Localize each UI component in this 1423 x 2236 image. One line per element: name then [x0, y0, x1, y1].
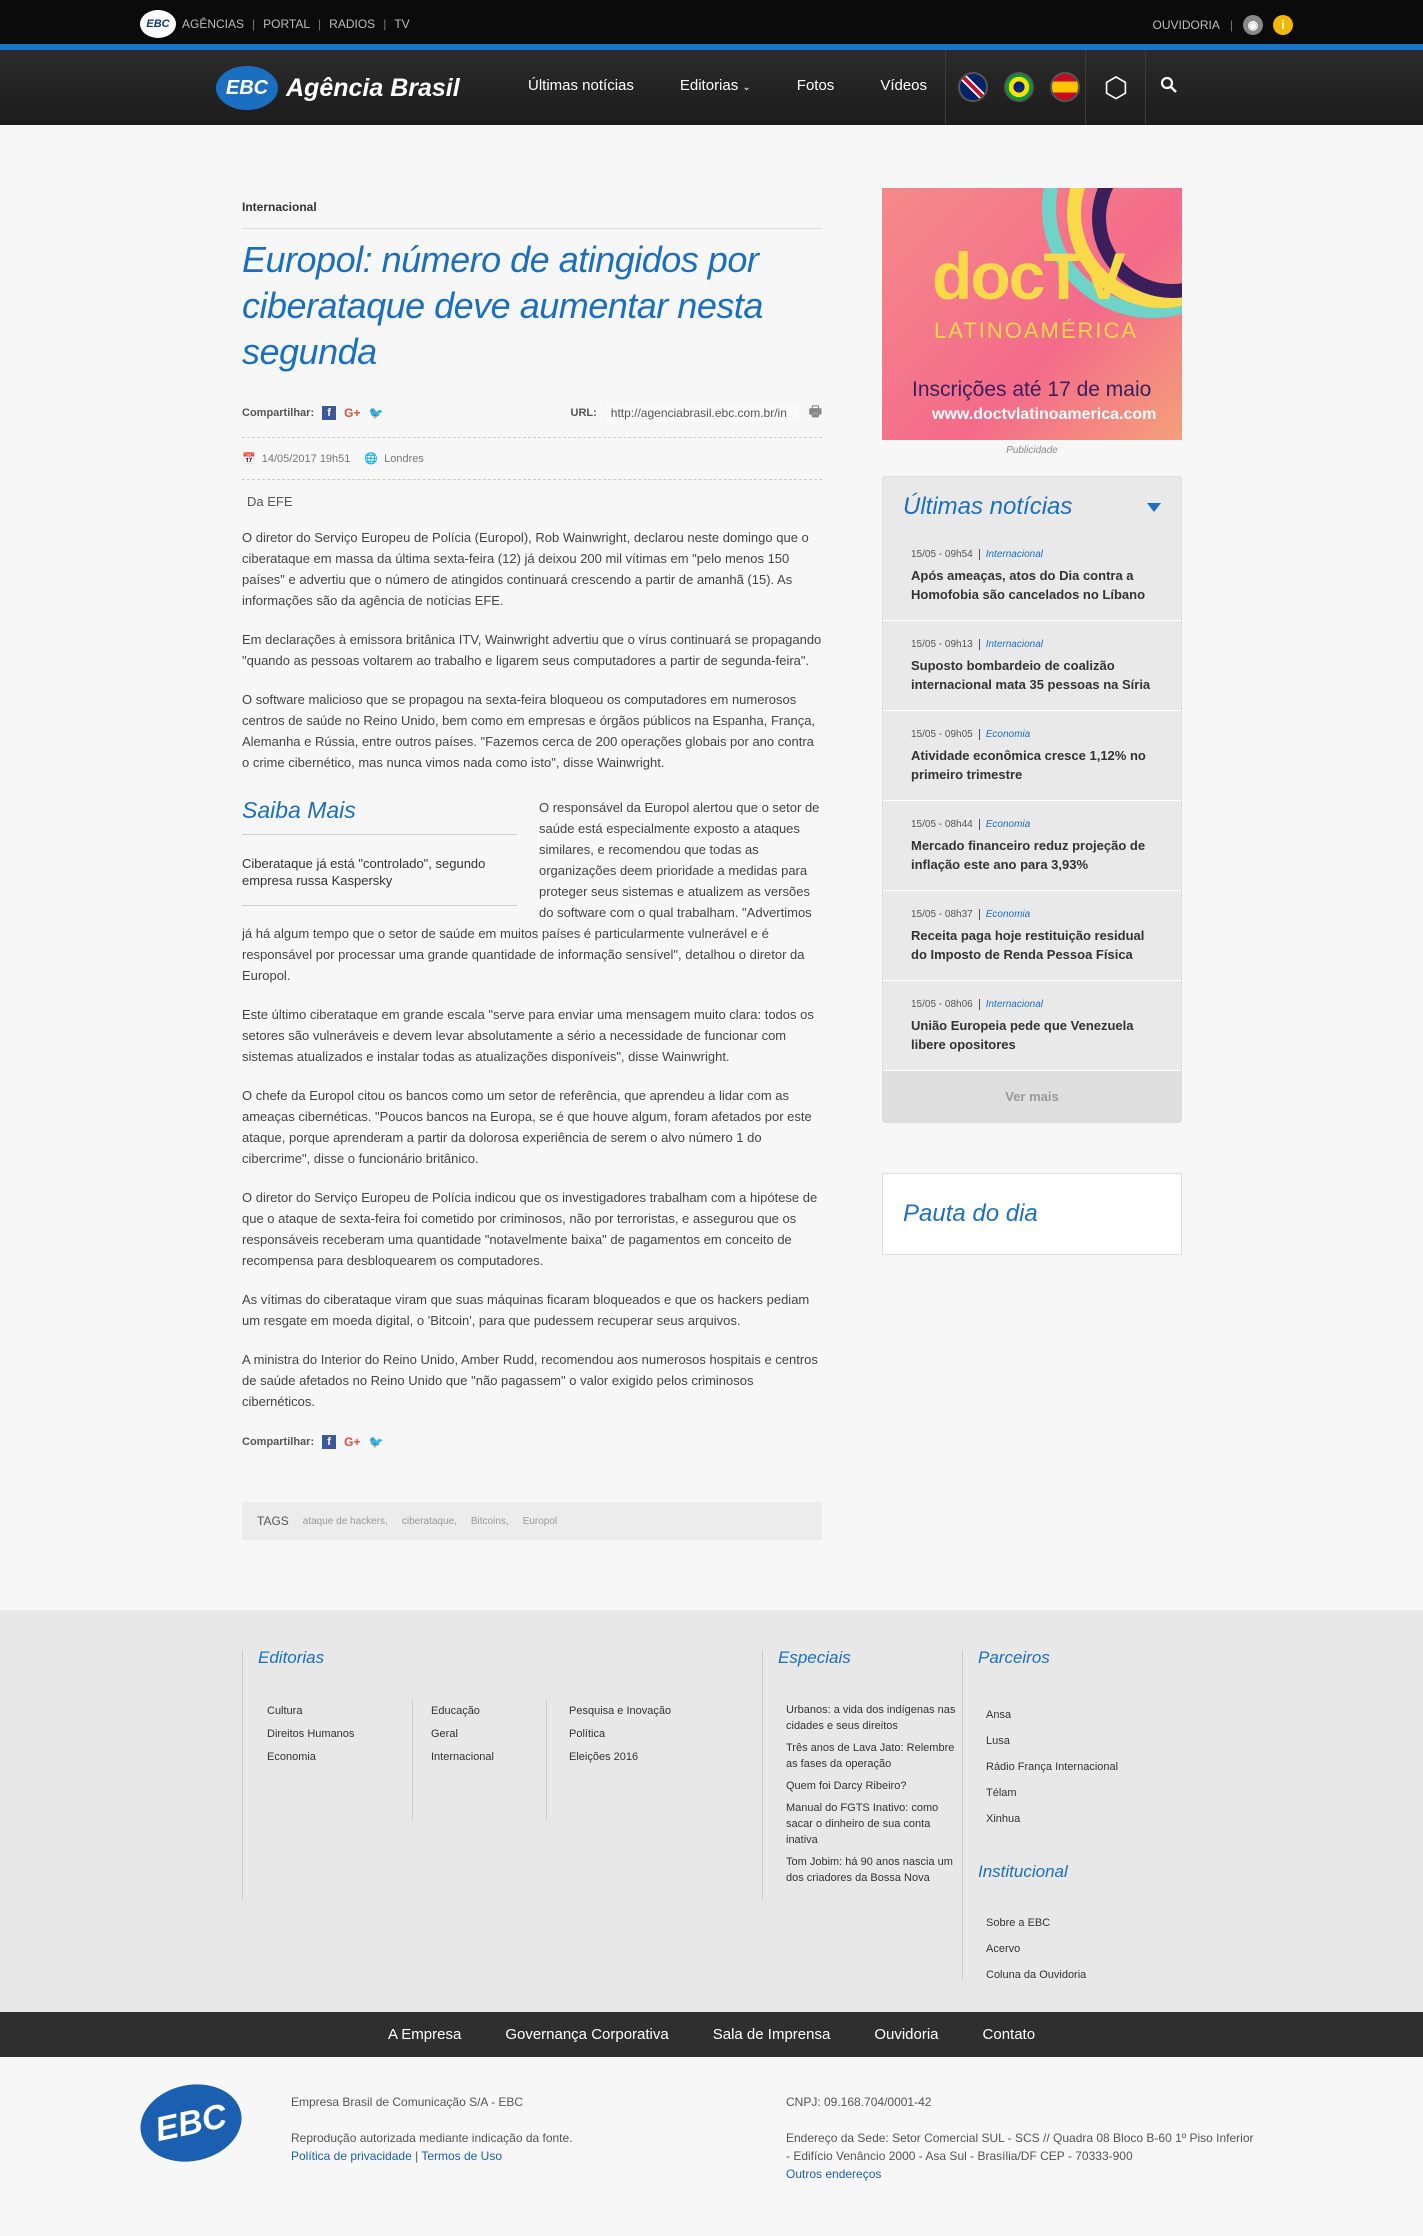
- top-link-tv[interactable]: TV: [394, 17, 410, 31]
- footer-link[interactable]: Urbanos: a vida dos indígenas nas cidades e seus direitos: [786, 1704, 956, 1732]
- footer-link[interactable]: Direitos Humanos: [267, 1728, 355, 1740]
- article-title: Europol: número de atingidos por ciberataque deve aumentar nesta segunda: [242, 239, 763, 372]
- news-time: 15/05 - 08h37: [911, 909, 973, 920]
- footer-link[interactable]: Rádio França Internacional: [986, 1761, 1119, 1773]
- facebook-icon[interactable]: f: [322, 1435, 336, 1449]
- ad-url: www.doctvlatinoamerica.com: [932, 406, 1157, 423]
- top-link-agencias[interactable]: AGÊNCIAS: [182, 17, 245, 31]
- share-row: [242, 403, 822, 423]
- paragraph: Este último ciberataque em grande escala "serve para enviar uma mensagem muito clara: todos os setores são vulneráveis e devem levar absolutamente a sério a necessidade de funcionar com sistemas atualizados e instalar todas as atualizações disponíveis", disse Wainwright.: [242, 1007, 814, 1064]
- footer-institucional-list: [986, 1910, 1086, 1988]
- article-author: Da EFE: [247, 494, 293, 509]
- paragraph: As vítimas do ciberataque viram que suas máquinas ficaram bloqueados e que os hackers pediam um resgate em moeda digital, o 'Bitcoin', para que pudessem recuperar seus arquivos.: [242, 1292, 810, 1328]
- news-time: 15/05 - 08h44: [911, 819, 973, 830]
- pauta-title: Pauta do dia: [903, 1200, 1038, 1227]
- twitter-icon[interactable]: 🐦: [368, 406, 384, 420]
- article-body: [242, 527, 822, 1412]
- footer: [0, 1610, 1423, 2012]
- bottom-nav: [0, 2012, 1423, 2057]
- url-label: URL:: [570, 407, 597, 419]
- top-link-radios[interactable]: RADIOS: [329, 17, 376, 31]
- news-time: 15/05 - 09h05: [911, 729, 973, 740]
- footer-link[interactable]: Educação: [431, 1705, 480, 1717]
- footer-especiais: [778, 1648, 851, 1668]
- news-category[interactable]: Internacional: [979, 639, 1043, 650]
- globe-icon: 🌐: [364, 453, 379, 465]
- main-header: [0, 50, 1423, 125]
- article-location: Londres: [384, 452, 424, 465]
- footer-link[interactable]: Acervo: [986, 1943, 1021, 1955]
- footer-especiais-list: [786, 1702, 956, 1886]
- news-item[interactable]: [883, 711, 1181, 801]
- privacy-link[interactable]: Política de privacidade: [291, 2149, 412, 2163]
- news-title[interactable]: Mercado financeiro reduz projeção de inflação este ano para 3,93%: [911, 838, 1146, 872]
- footer-link[interactable]: Pesquisa e Inovação: [569, 1705, 672, 1717]
- news-title[interactable]: Suposto bombardeio de coalizão internacional mata 35 pessoas na Síria: [911, 658, 1151, 692]
- footer-link[interactable]: Télam: [986, 1787, 1017, 1799]
- footer-especiais-title: Especiais: [778, 1648, 851, 1667]
- bottom-nav-governanca[interactable]: Governança Corporativa: [505, 2026, 669, 2043]
- nav-editorias[interactable]: [680, 77, 751, 94]
- ad-latinoamerica: LATINOAMÉRICA: [934, 318, 1139, 343]
- twitter-icon[interactable]: 🐦: [368, 1435, 384, 1449]
- news-title[interactable]: Após ameaças, atos do Dia contra a Homofobia são cancelados no Líbano: [911, 568, 1146, 602]
- address: Endereço da Sede: Setor Comercial SUL - SCS // Quadra 08 Bloco B-60 1º Piso Inferior - Edifício Venâncio 2000 - Asa Sul - Brasília/DF CEP - 70333-900: [786, 2131, 1254, 2163]
- footer-parceiros-list: [986, 1702, 1118, 1832]
- tag[interactable]: Europol: [522, 1515, 558, 1527]
- pauta-box[interactable]: [882, 1173, 1182, 1255]
- tags-label: TAGS: [257, 1514, 289, 1528]
- tags-bar: [242, 1502, 822, 1540]
- site-logo[interactable]: [216, 66, 460, 110]
- ad-doctv: docTV: [932, 239, 1124, 313]
- paragraph: O software malicioso que se propagou na sexta-feira bloqueou os computadores em numerosos centros de saúde no Reino Unido, bem como em empresas e órgãos públicos na Espanha, França, Alemanha e Rússia, entre outros países. "Fazemos cerca de 200 operações globais por ano contra o crime cibernético, mas nunca vimos nada como isto", disse Wainwright.: [242, 692, 816, 770]
- ver-mais-button[interactable]: Ver mais: [883, 1071, 1181, 1122]
- bottom-nav-contato[interactable]: Contato: [982, 2026, 1036, 2043]
- top-right: OUVIDORIA | ◉ i: [1153, 15, 1293, 35]
- facebook-icon[interactable]: f: [322, 406, 336, 420]
- company-info: Empresa Brasil de Comunicação S/A - EBC Reprodução autorizada mediante indicação da fonte. Política de privacidade | Termos de Uso: [291, 2095, 573, 2163]
- saiba-mais-box: [242, 783, 517, 906]
- google-plus-icon[interactable]: G+: [344, 1435, 361, 1449]
- paragraph: O responsável da Europol alertou que o setor de saúde está especialmente exposto a ataques similares, e recomendou que todas as organizações deem prioridade a medidas para proteger seus sistemas e atualizem as versões do software com o qual trabalham. "Advertimos já há algum tempo que o setor de saúde em muitos países é particularmente vulnerável e é responsável por processar uma grande quantidade de informação sensível", detalhou o diretor da Europol.: [242, 800, 820, 983]
- sidebar: [882, 188, 1182, 1255]
- calendar-icon: 📅: [242, 453, 256, 465]
- language-flags: [958, 72, 1080, 102]
- terms-link[interactable]: Termos de Uso: [421, 2149, 503, 2163]
- filter-icon[interactable]: [1147, 503, 1161, 512]
- footer-link[interactable]: Coluna da Ouvidoria: [986, 1969, 1087, 1981]
- share-label: Compartilhar:: [242, 1436, 315, 1448]
- saiba-mais-link[interactable]: Ciberataque já está "controlado", segundo empresa russa Kaspersky: [242, 855, 517, 906]
- footer-link[interactable]: Lusa: [986, 1735, 1010, 1747]
- google-plus-icon[interactable]: G+: [344, 406, 361, 420]
- saiba-mais-title: Saiba Mais: [242, 797, 517, 835]
- news-item[interactable]: [883, 891, 1181, 981]
- ebc-mini-logo[interactable]: EBC: [140, 10, 176, 38]
- search-icon[interactable]: [1160, 76, 1178, 99]
- footer-link[interactable]: Economia: [267, 1751, 316, 1763]
- ad-label: Publicidade: [1006, 445, 1058, 456]
- company-name: Empresa Brasil de Comunicação S/A - EBC: [291, 2095, 524, 2109]
- paragraph: O diretor do Serviço Europeu de Polícia indicou que os investigadores trabalham com a hipótese de que o ataque de sexta-feira foi cometido por criminosos, não por terroristas, e assegurou que os responsáveis receberam uma quantidade "notavelmente baixa" de pagamentos em conceito de recompensa para desbloquearem os computadores.: [242, 1190, 818, 1268]
- footer-institucional: [978, 1862, 1068, 1882]
- news-category[interactable]: Economia: [979, 819, 1030, 830]
- cnpj: CNPJ: 09.168.704/0001-42: [786, 2095, 932, 2109]
- nav-fotos[interactable]: Fotos: [796, 77, 835, 94]
- footer-link[interactable]: Internacional: [431, 1751, 494, 1763]
- brazil-flag-icon[interactable]: [1004, 72, 1034, 102]
- outros-enderecos-link[interactable]: Outros endereços: [786, 2167, 882, 2181]
- url-field[interactable]: [607, 404, 799, 422]
- footer-parceiros-title: Parceiros: [978, 1648, 1050, 1667]
- footer-editorias-col: [267, 1700, 354, 1769]
- news-item[interactable]: [883, 981, 1181, 1071]
- hexagon-icon[interactable]: ⬡: [1103, 72, 1129, 103]
- share-row-bottom: [242, 1432, 822, 1452]
- ad-inscricoes: Inscrições até 17 de maio: [912, 378, 1152, 401]
- bottom-nav-empresa[interactable]: A Empresa: [387, 2026, 462, 2043]
- ad-banner[interactable]: [882, 188, 1182, 440]
- footer-link[interactable]: Tom Jobim: há 90 anos nascia um dos criadores da Bossa Nova: [786, 1856, 953, 1884]
- news-title[interactable]: Atividade econômica cresce 1,12% no primeiro trimestre: [911, 748, 1146, 782]
- ouvidoria-link[interactable]: OUVIDORIA: [1152, 18, 1220, 32]
- news-category[interactable]: Internacional: [979, 549, 1043, 560]
- top-link-portal[interactable]: PORTAL: [263, 17, 311, 31]
- uk-flag-icon[interactable]: [958, 72, 988, 102]
- footer-parceiros: [978, 1648, 1050, 1668]
- footer-link[interactable]: Ansa: [986, 1709, 1012, 1721]
- main-nav: [528, 77, 927, 94]
- news-item[interactable]: [883, 801, 1181, 891]
- latest-news-box: [882, 476, 1182, 1123]
- bottom-nav-ouvidoria[interactable]: Ouvidoria: [874, 2026, 939, 2043]
- footer-link[interactable]: Cultura: [267, 1705, 303, 1717]
- footer-link[interactable]: Eleições 2016: [569, 1751, 639, 1763]
- top-bar: [0, 0, 1423, 46]
- ebc-footer-logo[interactable]: EBC: [133, 2075, 249, 2171]
- news-time: 15/05 - 09h13: [911, 639, 973, 650]
- nav-videos[interactable]: Vídeos: [880, 77, 928, 94]
- footer-institucional-title: Institucional: [978, 1862, 1068, 1881]
- article-date: 14/05/2017 19h51: [261, 452, 351, 465]
- tag[interactable]: ataque de hackers,: [302, 1515, 388, 1527]
- paragraph: O chefe da Europol citou os bancos como um setor de referência, que aprendeu a lidar com as ameaças cibernéticas. "Poucos bancos na Europa, se é que houve algum, foram afetados por este ataque, porque aprenderam a partir da dolorosa experiência de serem o alvo número 1 do cibercrime", disse o funcionário britânico.: [242, 1088, 812, 1166]
- footer-link[interactable]: Política: [569, 1728, 606, 1740]
- article-meta: [242, 452, 822, 480]
- footer-editorias-title: Editorias: [258, 1648, 325, 1667]
- footer-link[interactable]: Manual do FGTS Inativo: como sacar o dinheiro de sua conta inativa: [786, 1802, 939, 1846]
- news-item[interactable]: [883, 621, 1181, 711]
- news-time: 15/05 - 08h06: [911, 999, 973, 1010]
- footer-link[interactable]: Três anos de Lava Jato: Relembre as fases da operação: [786, 1742, 955, 1770]
- footer-link[interactable]: Quem foi Darcy Ribeiro?: [786, 1780, 907, 1792]
- rss-icon[interactable]: ◉: [1243, 15, 1263, 35]
- tag[interactable]: ciberataque,: [401, 1515, 457, 1527]
- news-title[interactable]: Receita paga hoje restituição residual do Imposto de Renda Pessoa Física: [911, 928, 1145, 962]
- news-category[interactable]: Internacional: [979, 999, 1043, 1010]
- paragraph: Em declarações à emissora britânica ITV, Wainwright advertiu que o vírus continuará se propagando "quando as pessoas voltarem ao trabalho e ligarem seus computadores a partir de segunda-feira".: [242, 632, 822, 668]
- spain-flag-icon[interactable]: [1050, 72, 1080, 102]
- tag[interactable]: Bitcoins,: [470, 1515, 509, 1527]
- article-category[interactable]: Internacional: [242, 200, 822, 229]
- print-icon[interactable]: 🖶: [808, 403, 822, 419]
- info-icon[interactable]: i: [1273, 15, 1293, 35]
- paragraph: O diretor do Serviço Europeu de Polícia (Europol), Rob Wainwright, declarou neste domingo que o ciberataque em massa da última sexta-feira (12) já deixou 200 mil vítimas em "pelo menos 150 países" e advertiu que o número de atingidos continuará crescendo a partir de amanhã (15). As informações são da agência de notícias EFE.: [242, 530, 809, 608]
- footer-editorias-col: [569, 1700, 671, 1769]
- paragraph: A ministra do Interior do Reino Unido, Amber Rudd, recomendou aos numerosos hospitais e centros de saúde afetados no Reino Unido que "não pagassem" o valor exigido pelos criminosos cibernéticos.: [242, 1352, 818, 1409]
- bottom-nav-imprensa[interactable]: Sala de Imprensa: [712, 2026, 831, 2043]
- copyright-area: [0, 2057, 1423, 2236]
- footer-editorias: [258, 1648, 324, 1668]
- news-title[interactable]: União Europeia pede que Venezuela libere opositores: [911, 1018, 1134, 1052]
- news-time: 15/05 - 09h54: [911, 549, 973, 560]
- repro-notice: Reprodução autorizada mediante indicação da fonte.: [291, 2131, 573, 2145]
- news-category[interactable]: Economia: [979, 729, 1030, 740]
- address-info: [786, 2093, 1256, 2183]
- nav-ultimas[interactable]: Últimas notícias: [528, 77, 634, 94]
- ebc-logo: EBC: [216, 66, 278, 110]
- news-item[interactable]: [883, 531, 1181, 621]
- footer-link[interactable]: Sobre a EBC: [986, 1917, 1051, 1929]
- news-category[interactable]: Economia: [979, 909, 1030, 920]
- footer-editorias-col: [431, 1700, 494, 1769]
- share-label: Compartilhar:: [242, 407, 315, 419]
- top-nav: AGÊNCIAS | PORTAL | RADIOS | TV: [182, 17, 410, 31]
- footer-link[interactable]: Geral: [431, 1728, 458, 1740]
- nav-editorias-label: Editorias: [679, 77, 739, 94]
- latest-news-title: Últimas notícias: [903, 493, 1073, 520]
- footer-link[interactable]: Xinhua: [986, 1813, 1021, 1825]
- article: [242, 200, 822, 1540]
- chevron-down-icon: ⌄: [742, 82, 751, 93]
- site-name: Agência Brasil: [286, 73, 460, 102]
